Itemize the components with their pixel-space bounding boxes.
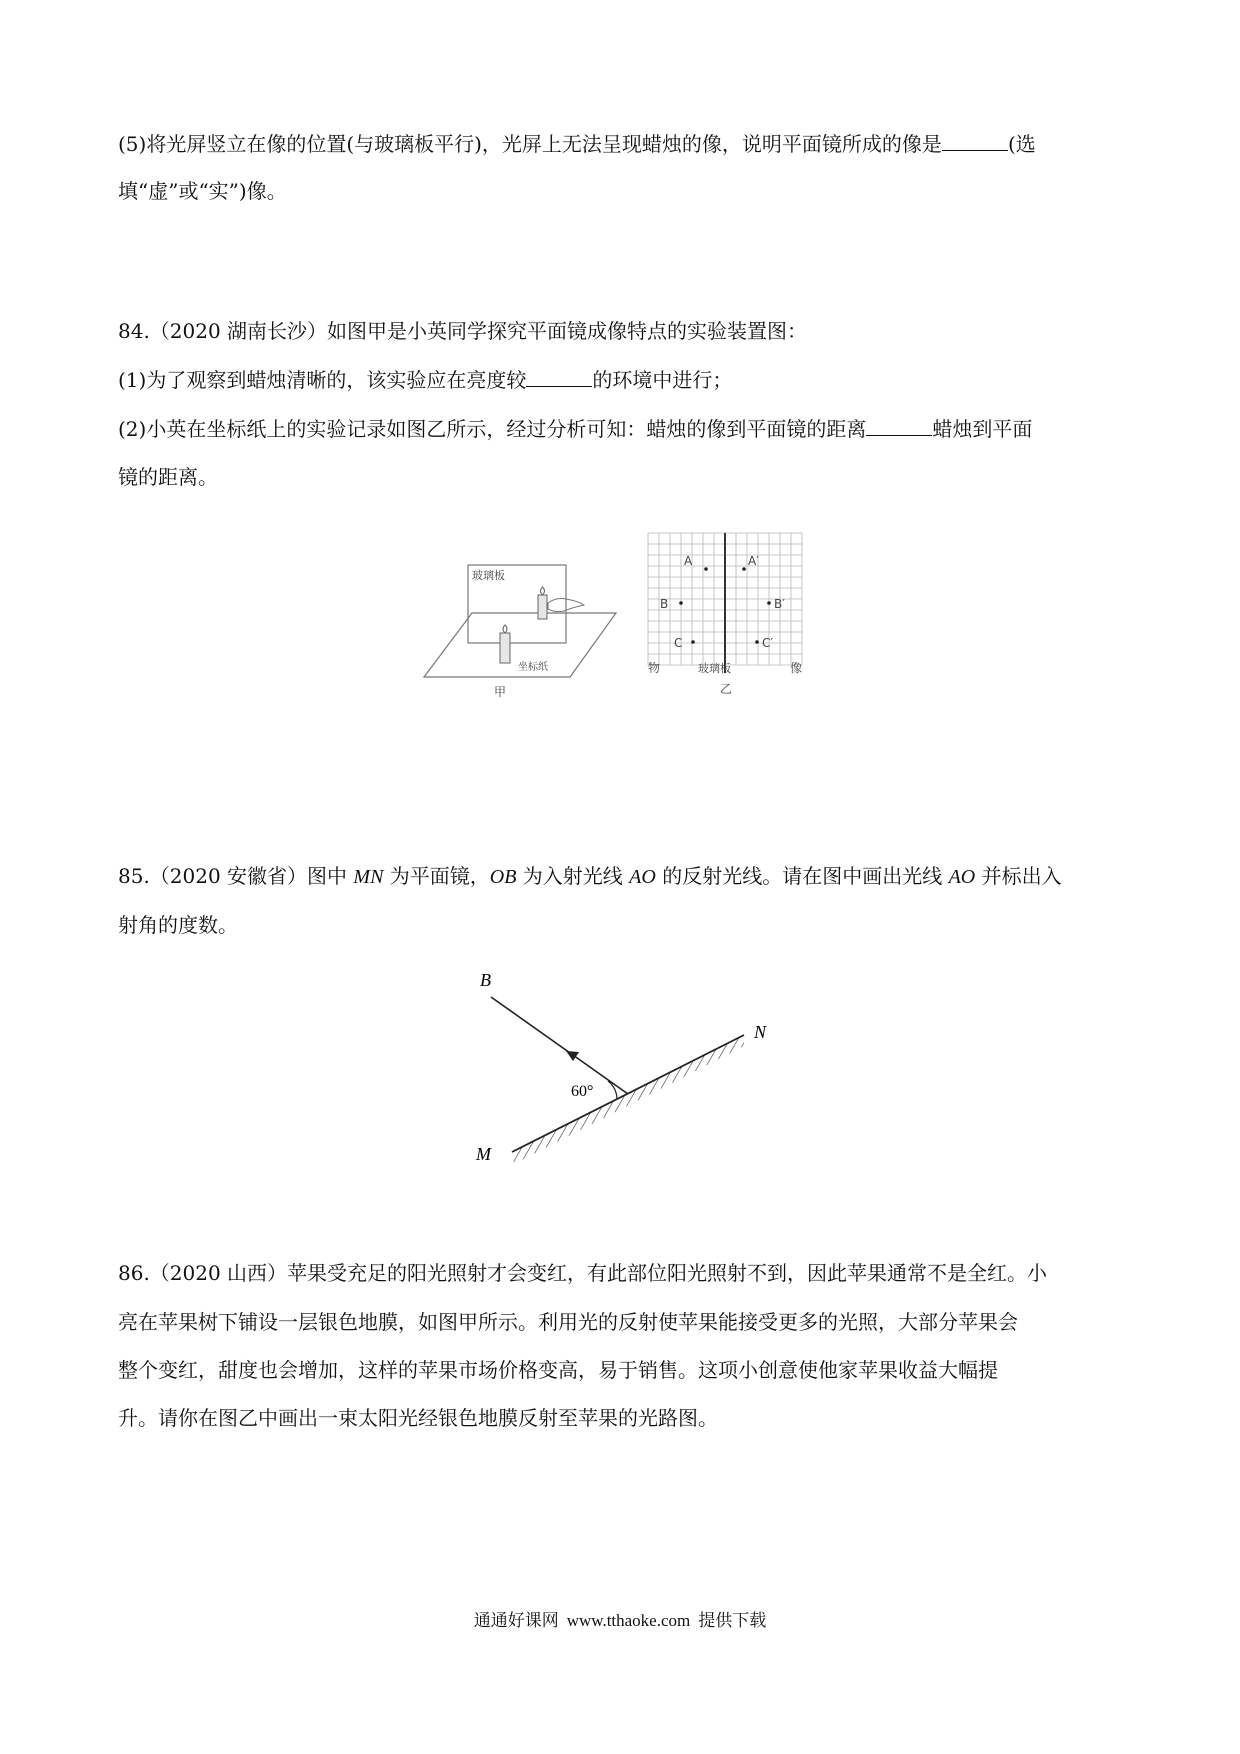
q84-item1-text: (1)为了观察到蜡烛清晰的，该实验应在亮度较 — [118, 368, 527, 392]
figure-jia-apparatus — [420, 555, 620, 705]
footer-url[interactable]: www.tthaoke.com — [566, 1611, 691, 1630]
q85-ob: OB — [489, 866, 517, 888]
candle-back — [538, 595, 547, 619]
q86-line4: 升。请你在图乙中画出一束太阳光经银色地膜反射至苹果的光路图。 — [118, 1406, 718, 1430]
q84-stem: 84.（2020 湖南长沙）如图甲是小英同学探究平面镜成像特点的实验装置图： — [118, 319, 808, 343]
label-b: B — [660, 597, 669, 611]
label-object: 物 — [648, 661, 661, 675]
figure-q85-mirror — [460, 960, 790, 1175]
label-m: M — [476, 1144, 491, 1164]
q83-item5-line1 — [118, 129, 1036, 159]
q84-item2-line2: 镜的距离。 — [118, 465, 218, 489]
q84-item2-text-end: 蜡烛到平面 — [932, 417, 1033, 441]
q86-line2: 亮在苹果树下铺设一层银色地膜，如图甲所示。利用光的反射使苹果能接受更多的光照，大部分苹果会 — [118, 1310, 1018, 1334]
label-a-prime: A′ — [748, 554, 759, 568]
q85-mn: MN — [353, 866, 384, 888]
q84-item1-text-end: 的环境中进行； — [592, 368, 733, 392]
q85-text-d: 的反射光线。请在图中画出光线 — [655, 864, 949, 888]
label-b-prime: B′ — [774, 597, 785, 611]
q85-text-a: 85.（2020 安徽省）图中 — [118, 864, 354, 888]
mirror-hatching — [512, 1035, 744, 1164]
figure-jia-caption: 甲 — [494, 685, 507, 699]
point-a-prime — [742, 567, 746, 571]
label-n: N — [754, 1022, 767, 1042]
glass-plate-label: 玻璃板 — [472, 569, 505, 582]
q83-item5-text: (5)将光屏竖立在像的位置(与玻璃板平行)，光屏上无法呈现蜡烛的像，说明平面镜所成的像是 — [118, 132, 942, 156]
answer-blank[interactable] — [942, 132, 1008, 151]
q84-item1 — [118, 365, 732, 395]
q85-text-e: 并标出入 — [975, 864, 1062, 888]
ray-arrowhead — [566, 1051, 579, 1061]
point-c — [691, 640, 695, 644]
q85-ao-2: AO — [948, 866, 976, 888]
footer-suffix: 提供下载 — [698, 1611, 767, 1631]
footer-site-name: 通通好课网 — [473, 1611, 559, 1631]
q85-text-c: 为入射光线 — [516, 864, 630, 888]
point-c-prime — [755, 640, 759, 644]
candle-front — [500, 633, 510, 663]
q84-item2-line1 — [118, 414, 1032, 444]
q85-stem-line1 — [118, 861, 1062, 892]
point-b — [679, 601, 683, 605]
q85-ao: AO — [629, 866, 656, 888]
q83-item5-text-end: (选 — [1007, 132, 1036, 156]
answer-blank[interactable] — [526, 368, 592, 387]
figure-yi-caption: 乙 — [720, 682, 733, 696]
point-b-prime — [767, 601, 771, 605]
label-image: 像 — [790, 661, 803, 675]
point-a — [704, 567, 708, 571]
label-glass: 玻璃板 — [698, 662, 731, 675]
ray-ob — [491, 997, 628, 1094]
q84-item2-text: (2)小英在坐标纸上的实验记录如图乙所示，经过分析可知：蜡烛的像到平面镜的距离 — [118, 417, 867, 441]
q86-line1: 86.（2020 山西）苹果受充足的阳光照射才会变红，有此部位阳光照射不到，因此苹果通常不是全红。小 — [118, 1261, 1048, 1285]
label-a: A — [684, 554, 693, 568]
q85-stem-line2: 射角的度数。 — [118, 913, 238, 937]
angle-label: 60° — [571, 1083, 594, 1100]
q85-text-b: 为平面镜， — [383, 864, 490, 888]
label-c: C — [674, 636, 683, 650]
coordinate-paper-label: 坐标纸 — [518, 662, 548, 673]
label-b: B — [480, 970, 491, 990]
label-c-prime: C′ — [762, 636, 774, 650]
q86-line3: 整个变红，甜度也会增加，这样的苹果市场价格变高，易于销售。这项小创意使他家苹果收益大幅提 — [118, 1358, 998, 1382]
answer-blank[interactable] — [866, 417, 932, 436]
q83-item5-line2: 填“虚”或“实”)像。 — [118, 179, 287, 203]
figure-yi-grid — [640, 527, 810, 697]
page-footer — [0, 1609, 1240, 1633]
